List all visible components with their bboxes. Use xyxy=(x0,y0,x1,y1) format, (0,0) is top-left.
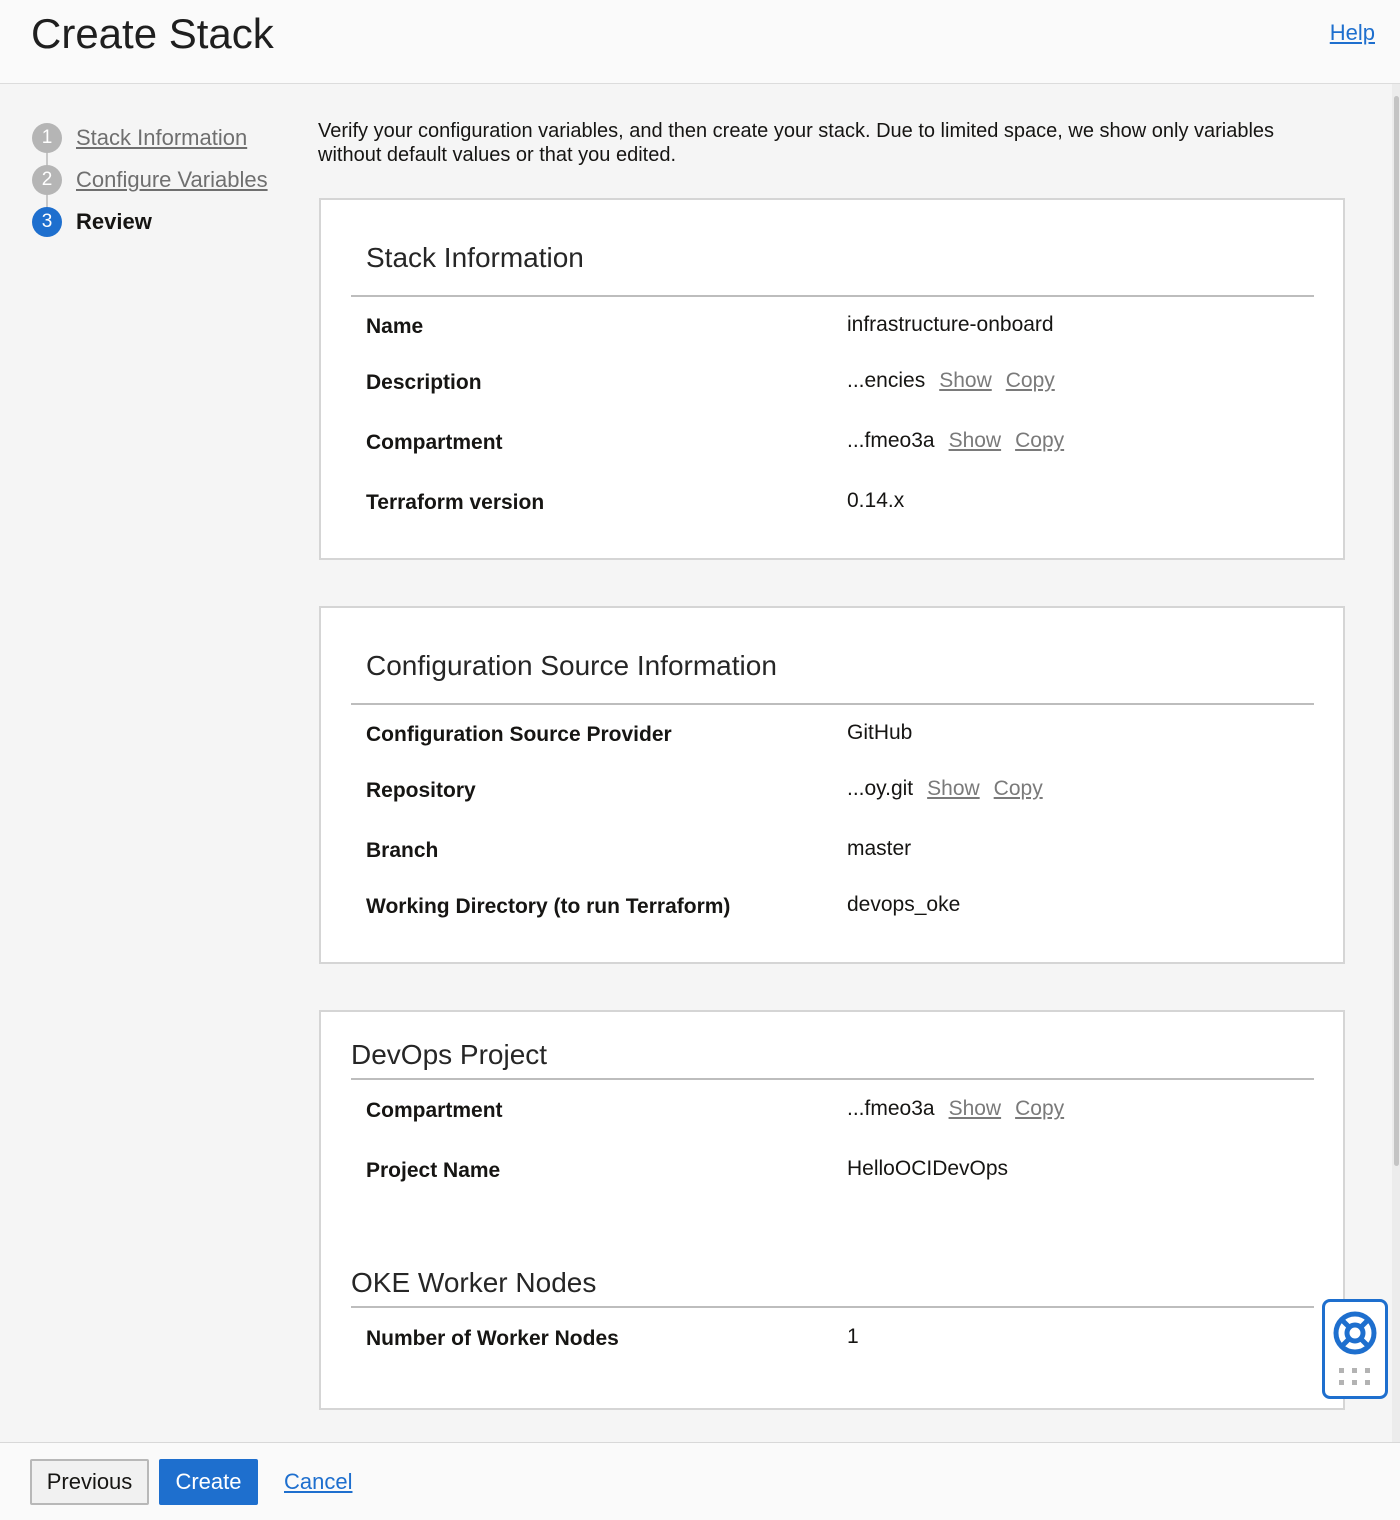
row-label: Branch xyxy=(366,839,439,862)
cancel-link[interactable]: Cancel xyxy=(284,1469,353,1494)
stack-information-panel xyxy=(319,198,1345,560)
row-value-wrap xyxy=(847,1094,1064,1124)
show-link[interactable]: Show xyxy=(948,429,1002,452)
help-link[interactable]: Help xyxy=(1329,20,1375,45)
intro-text: Verify your configuration variables, and then create your stack. Due to limited space, we show only variables without default values or that you edited. xyxy=(318,120,1275,166)
row-value: ...oy.git xyxy=(847,777,914,800)
step-label-stack-information[interactable]: Stack Information xyxy=(76,125,248,150)
step-number-1: 1 xyxy=(32,123,62,153)
section-title-devops-project: DevOps Project xyxy=(351,1039,548,1070)
row-source-provider xyxy=(321,720,1343,750)
step-number-2: 2 xyxy=(32,165,62,195)
row-label: Compartment xyxy=(366,1099,503,1122)
row-value: 1 xyxy=(847,1325,859,1348)
step-review xyxy=(32,201,268,243)
copy-link[interactable]: Copy xyxy=(1005,369,1055,392)
row-label: Project Name xyxy=(366,1159,501,1182)
row-value: devops_oke xyxy=(847,893,961,916)
page-footer xyxy=(0,1442,1400,1520)
row-value-wrap xyxy=(847,366,1055,396)
help-widget[interactable] xyxy=(1322,1299,1388,1399)
row-name xyxy=(321,312,1343,342)
create-button[interactable]: Create xyxy=(159,1459,258,1505)
copy-link[interactable]: Copy xyxy=(1015,429,1065,452)
divider xyxy=(351,1078,1314,1080)
row-devops-compartment xyxy=(321,1096,1343,1126)
lifebuoy-icon[interactable] xyxy=(1332,1310,1378,1361)
divider xyxy=(351,703,1314,705)
step-label-configure-variables[interactable]: Configure Variables xyxy=(76,167,268,192)
page-scrollbar[interactable] xyxy=(1392,84,1400,1442)
row-value: ...fmeo3a xyxy=(847,429,935,452)
wizard-steps xyxy=(32,117,268,243)
row-value: infrastructure-onboard xyxy=(847,313,1054,336)
variables-panel xyxy=(319,1010,1345,1410)
page-header xyxy=(0,0,1400,84)
row-repository xyxy=(321,776,1343,806)
panel-title: Stack Information xyxy=(366,242,584,273)
show-link[interactable]: Show xyxy=(927,777,980,800)
row-terraform-version xyxy=(321,488,1343,518)
scrollbar-thumb[interactable] xyxy=(1394,96,1399,1166)
previous-button[interactable]: Previous xyxy=(30,1459,149,1505)
divider xyxy=(351,295,1314,297)
copy-link[interactable]: Copy xyxy=(1015,1097,1065,1120)
row-label: Compartment xyxy=(366,431,503,454)
divider xyxy=(351,1306,1314,1308)
row-value: ...fmeo3a xyxy=(847,1097,935,1120)
configuration-source-panel xyxy=(319,606,1345,964)
row-value-wrap xyxy=(847,774,1043,804)
row-value: GitHub xyxy=(847,721,913,744)
row-value: master xyxy=(847,837,912,860)
step-label-review: Review xyxy=(76,209,152,234)
page-title: Create Stack xyxy=(31,10,274,57)
panel-title: Configuration Source Information xyxy=(366,650,777,681)
row-working-directory xyxy=(321,892,1343,922)
grid-dots-icon[interactable] xyxy=(1339,1368,1371,1393)
row-branch xyxy=(321,836,1343,866)
row-value: 0.14.x xyxy=(847,489,905,512)
show-link[interactable]: Show xyxy=(948,1097,1002,1120)
show-link[interactable]: Show xyxy=(939,369,992,392)
copy-link[interactable]: Copy xyxy=(993,777,1043,800)
row-label: Working Directory (to run Terraform) xyxy=(366,895,731,918)
row-description xyxy=(321,368,1343,398)
row-label: Terraform version xyxy=(366,491,545,514)
row-project-name xyxy=(321,1156,1343,1186)
row-worker-nodes xyxy=(321,1324,1343,1354)
row-value-wrap xyxy=(847,426,1064,456)
row-label: Repository xyxy=(366,779,476,802)
row-value: HelloOCIDevOps xyxy=(847,1157,1009,1180)
row-label: Description xyxy=(366,371,482,394)
row-label: Number of Worker Nodes xyxy=(366,1327,619,1350)
row-label: Name xyxy=(366,315,424,338)
section-title-oke-worker-nodes: OKE Worker Nodes xyxy=(351,1267,597,1298)
row-compartment xyxy=(321,428,1343,458)
step-stack-information[interactable] xyxy=(32,117,268,159)
row-label: Configuration Source Provider xyxy=(366,723,672,746)
row-value: ...encies xyxy=(847,369,926,392)
step-number-3: 3 xyxy=(32,207,62,237)
step-configure-variables[interactable] xyxy=(32,159,268,201)
